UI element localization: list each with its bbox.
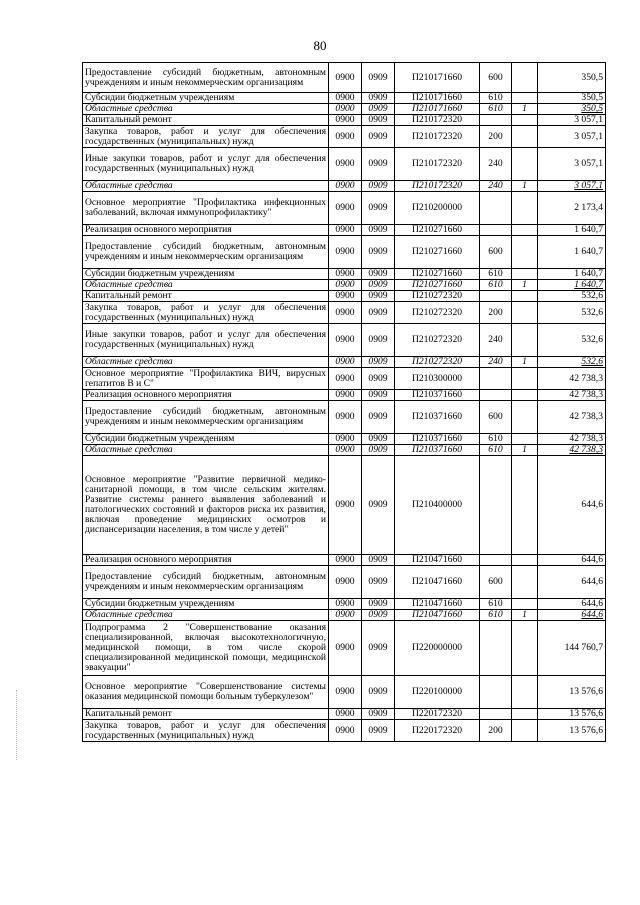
cell-section-code: 0909	[362, 302, 395, 324]
cell-expense-type-code: 610	[480, 445, 512, 456]
cell-funding-source-code	[512, 368, 538, 390]
cell-ministry-code: 0900	[329, 236, 362, 269]
cell-funding-source-code: 1	[512, 104, 538, 115]
cell-expense-type-code	[480, 709, 512, 720]
cell-ministry-code: 0900	[329, 115, 362, 126]
cell-section-code: 0909	[362, 599, 395, 610]
cell-ministry-code: 0900	[329, 63, 362, 93]
cell-funding-source-code	[512, 269, 538, 280]
table-row	[83, 291, 606, 302]
cell-target-article-code: П210400000	[395, 456, 480, 555]
cell-target-article-code: П210471660	[395, 610, 480, 621]
cell-section-code: 0909	[362, 93, 395, 104]
table-row-regional-funds	[83, 445, 606, 456]
cell-ministry-code: 0900	[329, 599, 362, 610]
cell-section-code: 0909	[362, 676, 395, 709]
cell-amount: 42 738,3	[538, 390, 606, 401]
cell-target-article-code: П210371660	[395, 434, 480, 445]
cell-ministry-code: 0900	[329, 291, 362, 302]
cell-row-name: Капитальный ремонт	[83, 115, 329, 126]
cell-funding-source-code: 1	[512, 357, 538, 368]
cell-expense-type-code: 610	[480, 610, 512, 621]
cell-target-article-code: П210371660	[395, 445, 480, 456]
cell-funding-source-code	[512, 225, 538, 236]
cell-target-article-code: П210272320	[395, 291, 480, 302]
table-row	[83, 599, 606, 610]
cell-section-code: 0909	[362, 280, 395, 291]
cell-funding-source-code	[512, 93, 538, 104]
scan-margin-mark	[16, 690, 20, 760]
cell-funding-source-code	[512, 192, 538, 225]
cell-amount: 1 640,7	[538, 236, 606, 269]
cell-target-article-code: П210371660	[395, 401, 480, 434]
table-row	[83, 148, 606, 181]
cell-ministry-code: 0900	[329, 93, 362, 104]
cell-target-article-code: П220000000	[395, 621, 480, 676]
cell-ministry-code: 0900	[329, 434, 362, 445]
cell-expense-type-code	[480, 291, 512, 302]
table-row	[83, 555, 606, 566]
cell-amount: 644,6	[538, 555, 606, 566]
cell-section-code: 0909	[362, 324, 395, 357]
cell-expense-type-code	[480, 676, 512, 709]
cell-target-article-code: П210371660	[395, 390, 480, 401]
cell-ministry-code: 0900	[329, 555, 362, 566]
cell-expense-type-code: 240	[480, 181, 512, 192]
table-row	[83, 126, 606, 148]
cell-row-name: Субсидии бюджетным учреждениям	[83, 269, 329, 280]
cell-funding-source-code	[512, 456, 538, 555]
cell-target-article-code: П210172320	[395, 126, 480, 148]
cell-row-name: Областные средства	[83, 610, 329, 621]
cell-target-article-code: П210272320	[395, 357, 480, 368]
cell-target-article-code: П210471660	[395, 555, 480, 566]
cell-section-code: 0909	[362, 555, 395, 566]
cell-funding-source-code	[512, 566, 538, 599]
cell-ministry-code: 0900	[329, 390, 362, 401]
cell-amount: 144 760,7	[538, 621, 606, 676]
cell-ministry-code: 0900	[329, 445, 362, 456]
cell-section-code: 0909	[362, 566, 395, 599]
table-row	[83, 93, 606, 104]
cell-ministry-code: 0900	[329, 368, 362, 390]
cell-target-article-code: П210272320	[395, 324, 480, 357]
cell-target-article-code: П210171660	[395, 93, 480, 104]
cell-section-code: 0909	[362, 192, 395, 225]
cell-section-code: 0909	[362, 291, 395, 302]
cell-ministry-code: 0900	[329, 401, 362, 434]
cell-row-name: Предоставление субсидий бюджетным, автономным учреждениям и иным некоммерческим организациям	[83, 236, 329, 269]
cell-section-code: 0909	[362, 390, 395, 401]
cell-section-code: 0909	[362, 148, 395, 181]
table-row	[83, 390, 606, 401]
table-row	[83, 434, 606, 445]
cell-amount: 3 057,1	[538, 126, 606, 148]
table-row	[83, 456, 606, 555]
cell-amount: 3 057,1	[538, 115, 606, 126]
cell-row-name: Иные закупки товаров, работ и услуг для обеспечения государственных (муниципальных) нужд	[83, 148, 329, 181]
cell-target-article-code: П210271660	[395, 225, 480, 236]
table-row	[83, 401, 606, 434]
cell-expense-type-code	[480, 555, 512, 566]
cell-expense-type-code	[480, 390, 512, 401]
cell-funding-source-code	[512, 115, 538, 126]
cell-section-code: 0909	[362, 456, 395, 555]
cell-funding-source-code: 1	[512, 445, 538, 456]
cell-row-name: Субсидии бюджетным учреждениям	[83, 93, 329, 104]
table-row	[83, 676, 606, 709]
cell-expense-type-code: 600	[480, 401, 512, 434]
cell-target-article-code: П210272320	[395, 302, 480, 324]
cell-amount: 13 576,6	[538, 720, 606, 742]
cell-funding-source-code	[512, 709, 538, 720]
cell-row-name: Областные средства	[83, 445, 329, 456]
cell-funding-source-code	[512, 434, 538, 445]
cell-section-code: 0909	[362, 236, 395, 269]
cell-expense-type-code	[480, 115, 512, 126]
cell-amount: 644,6	[538, 456, 606, 555]
cell-amount: 1 640,7	[538, 225, 606, 236]
cell-funding-source-code	[512, 401, 538, 434]
cell-row-name: Закупка товаров, работ и услуг для обеспечения государственных (муниципальных) нужд	[83, 126, 329, 148]
cell-target-article-code: П220100000	[395, 676, 480, 709]
cell-amount: 644,6	[538, 599, 606, 610]
cell-section-code: 0909	[362, 225, 395, 236]
cell-row-name: Областные средства	[83, 181, 329, 192]
cell-amount: 42 738,3	[538, 445, 606, 456]
cell-section-code: 0909	[362, 104, 395, 115]
cell-target-article-code: П210271660	[395, 269, 480, 280]
table-row	[83, 269, 606, 280]
cell-amount: 350,5	[538, 63, 606, 93]
cell-ministry-code: 0900	[329, 324, 362, 357]
table-row	[83, 324, 606, 357]
cell-row-name: Основное мероприятие "Профилактика ВИЧ, вирусных гепатитов В и С"	[83, 368, 329, 390]
cell-ministry-code: 0900	[329, 181, 362, 192]
cell-funding-source-code	[512, 302, 538, 324]
cell-expense-type-code: 610	[480, 280, 512, 291]
cell-funding-source-code	[512, 720, 538, 742]
table-row	[83, 192, 606, 225]
cell-row-name: Субсидии бюджетным учреждениям	[83, 434, 329, 445]
cell-ministry-code: 0900	[329, 456, 362, 555]
table-row	[83, 720, 606, 742]
cell-row-name: Закупка товаров, работ и услуг для обеспечения государственных (муниципальных) нужд	[83, 302, 329, 324]
cell-target-article-code: П210271660	[395, 236, 480, 269]
cell-target-article-code: П220172320	[395, 720, 480, 742]
cell-section-code: 0909	[362, 720, 395, 742]
cell-section-code: 0909	[362, 368, 395, 390]
cell-section-code: 0909	[362, 709, 395, 720]
table-row	[83, 368, 606, 390]
cell-target-article-code: П210300000	[395, 368, 480, 390]
cell-row-name: Реализация основного мероприятия	[83, 225, 329, 236]
cell-expense-type-code	[480, 368, 512, 390]
cell-funding-source-code: 1	[512, 181, 538, 192]
cell-expense-type-code: 600	[480, 566, 512, 599]
cell-row-name: Предоставление субсидий бюджетным, автономным учреждениям и иным некоммерческим организациям	[83, 566, 329, 599]
cell-amount: 13 576,6	[538, 676, 606, 709]
cell-ministry-code: 0900	[329, 566, 362, 599]
cell-expense-type-code: 600	[480, 63, 512, 93]
cell-row-name: Основное мероприятие "Развитие первичной медико-санитарной помощи, в том числе сельским жителям. Развитие системы раннего выявления заболеваний и патологических состояний и факторов риска их развития, включая проведение медицинских осмотров и диспансеризации населения, в том числе у детей"	[83, 456, 329, 555]
cell-row-name: Подпрограмма 2 "Совершенствование оказания специализированной, включая высокотехнологичную, медицинской помощи, в том числе скорой специализированной медицинской помощи, медицинской эвакуации"	[83, 621, 329, 676]
cell-row-name: Областные средства	[83, 280, 329, 291]
cell-section-code: 0909	[362, 621, 395, 676]
cell-amount: 532,6	[538, 357, 606, 368]
cell-expense-type-code: 610	[480, 104, 512, 115]
cell-amount: 644,6	[538, 566, 606, 599]
cell-funding-source-code	[512, 599, 538, 610]
cell-ministry-code: 0900	[329, 676, 362, 709]
cell-expense-type-code: 610	[480, 93, 512, 104]
cell-row-name: Закупка товаров, работ и услуг для обеспечения государственных (муниципальных) нужд	[83, 720, 329, 742]
cell-row-name: Реализация основного мероприятия	[83, 555, 329, 566]
cell-funding-source-code: 1	[512, 280, 538, 291]
cell-ministry-code: 0900	[329, 621, 362, 676]
cell-amount: 350,5	[538, 93, 606, 104]
cell-ministry-code: 0900	[329, 357, 362, 368]
cell-target-article-code: П210471660	[395, 599, 480, 610]
cell-expense-type-code	[480, 192, 512, 225]
cell-expense-type-code: 200	[480, 126, 512, 148]
cell-section-code: 0909	[362, 401, 395, 434]
cell-row-name: Предоставление субсидий бюджетным, автономным учреждениям и иным некоммерческим организациям	[83, 401, 329, 434]
cell-ministry-code: 0900	[329, 225, 362, 236]
cell-ministry-code: 0900	[329, 709, 362, 720]
page-number: 80	[313, 38, 327, 53]
cell-target-article-code: П210172320	[395, 148, 480, 181]
cell-expense-type-code: 610	[480, 434, 512, 445]
cell-ministry-code: 0900	[329, 148, 362, 181]
cell-expense-type-code: 240	[480, 148, 512, 181]
cell-row-name: Иные закупки товаров, работ и услуг для обеспечения государственных (муниципальных) нужд	[83, 324, 329, 357]
cell-ministry-code: 0900	[329, 104, 362, 115]
cell-funding-source-code	[512, 63, 538, 93]
cell-amount: 532,6	[538, 324, 606, 357]
cell-row-name: Капитальный ремонт	[83, 291, 329, 302]
cell-funding-source-code	[512, 621, 538, 676]
cell-funding-source-code	[512, 390, 538, 401]
table-row	[83, 63, 606, 93]
cell-amount: 42 738,3	[538, 401, 606, 434]
table-row	[83, 566, 606, 599]
table-row	[83, 302, 606, 324]
cell-funding-source-code	[512, 555, 538, 566]
cell-amount: 42 738,3	[538, 434, 606, 445]
cell-section-code: 0909	[362, 357, 395, 368]
cell-amount: 532,6	[538, 302, 606, 324]
cell-section-code: 0909	[362, 115, 395, 126]
budget-table-body	[83, 63, 606, 742]
table-row-regional-funds	[83, 357, 606, 368]
cell-funding-source-code	[512, 126, 538, 148]
cell-row-name: Капитальный ремонт	[83, 709, 329, 720]
cell-section-code: 0909	[362, 445, 395, 456]
cell-ministry-code: 0900	[329, 280, 362, 291]
table-row-regional-funds	[83, 104, 606, 115]
table-row	[83, 225, 606, 236]
cell-amount: 2 173,4	[538, 192, 606, 225]
cell-funding-source-code	[512, 236, 538, 269]
cell-row-name: Предоставление субсидий бюджетным, автономным учреждениям и иным некоммерческим организациям	[83, 63, 329, 93]
cell-amount: 644,6	[538, 610, 606, 621]
table-row-regional-funds	[83, 280, 606, 291]
cell-target-article-code: П210271660	[395, 280, 480, 291]
cell-target-article-code: П210171660	[395, 63, 480, 93]
cell-target-article-code: П220172320	[395, 709, 480, 720]
cell-target-article-code: П210171660	[395, 104, 480, 115]
cell-ministry-code: 0900	[329, 269, 362, 280]
cell-funding-source-code	[512, 148, 538, 181]
cell-amount: 3 057,1	[538, 148, 606, 181]
cell-expense-type-code: 610	[480, 599, 512, 610]
cell-section-code: 0909	[362, 181, 395, 192]
cell-funding-source-code	[512, 291, 538, 302]
cell-expense-type-code: 200	[480, 720, 512, 742]
cell-row-name: Реализация основного мероприятия	[83, 390, 329, 401]
cell-expense-type-code: 600	[480, 236, 512, 269]
cell-ministry-code: 0900	[329, 192, 362, 225]
cell-expense-type-code	[480, 621, 512, 676]
cell-ministry-code: 0900	[329, 302, 362, 324]
table-row	[83, 115, 606, 126]
table-row	[83, 236, 606, 269]
cell-row-name: Основное мероприятие "Совершенствование системы оказания медицинской помощи больным туберкулезом"	[83, 676, 329, 709]
cell-expense-type-code: 200	[480, 302, 512, 324]
cell-funding-source-code	[512, 676, 538, 709]
table-row-regional-funds	[83, 181, 606, 192]
cell-target-article-code: П210172320	[395, 181, 480, 192]
cell-amount: 1 640,7	[538, 269, 606, 280]
cell-section-code: 0909	[362, 63, 395, 93]
cell-row-name: Субсидии бюджетным учреждениям	[83, 599, 329, 610]
cell-section-code: 0909	[362, 126, 395, 148]
cell-target-article-code: П210200000	[395, 192, 480, 225]
cell-amount: 13 576,6	[538, 709, 606, 720]
cell-ministry-code: 0900	[329, 610, 362, 621]
cell-amount: 532,6	[538, 291, 606, 302]
cell-section-code: 0909	[362, 269, 395, 280]
cell-expense-type-code: 240	[480, 357, 512, 368]
cell-expense-type-code	[480, 456, 512, 555]
cell-expense-type-code: 610	[480, 269, 512, 280]
cell-ministry-code: 0900	[329, 720, 362, 742]
cell-row-name: Основное мероприятие "Профилактика инфекционных заболеваний, включая иммунопрофилактику"	[83, 192, 329, 225]
budget-table	[82, 62, 606, 742]
cell-amount: 350,5	[538, 104, 606, 115]
cell-section-code: 0909	[362, 610, 395, 621]
cell-target-article-code: П210471660	[395, 566, 480, 599]
cell-expense-type-code	[480, 225, 512, 236]
cell-funding-source-code: 1	[512, 610, 538, 621]
cell-row-name: Областные средства	[83, 104, 329, 115]
cell-amount: 1 640,7	[538, 280, 606, 291]
cell-ministry-code: 0900	[329, 126, 362, 148]
table-row	[83, 621, 606, 676]
cell-row-name: Областные средства	[83, 357, 329, 368]
table-row-regional-funds	[83, 610, 606, 621]
cell-target-article-code: П210172320	[395, 115, 480, 126]
cell-expense-type-code: 240	[480, 324, 512, 357]
cell-funding-source-code	[512, 324, 538, 357]
table-row	[83, 709, 606, 720]
cell-section-code: 0909	[362, 434, 395, 445]
cell-amount: 42 738,3	[538, 368, 606, 390]
cell-amount: 3 057,1	[538, 181, 606, 192]
